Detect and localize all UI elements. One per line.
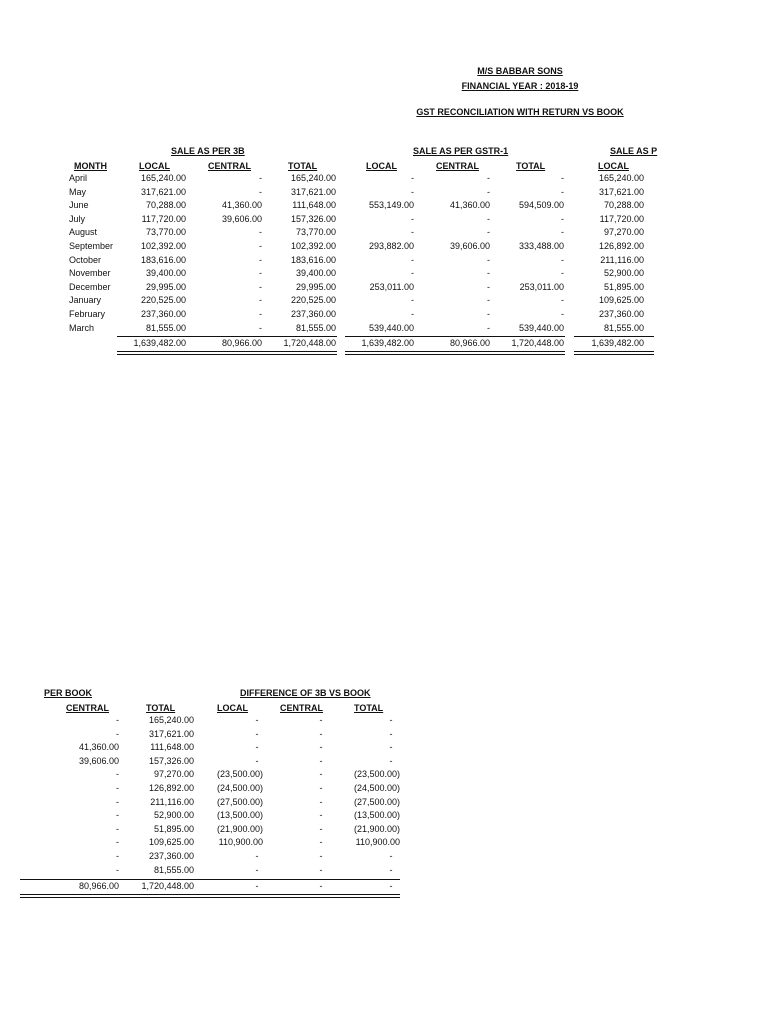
total-total-3b: 1,720,448.00 (283, 338, 336, 348)
total-3b-cell: 165,240.00 (290, 173, 336, 183)
table-body-lower (20, 714, 420, 877)
central-book-cell: 39,606.00 (78, 755, 119, 766)
table-row (0, 322, 648, 336)
total-3b-cell: 102,392.00 (290, 240, 336, 251)
central-book-cell: - (116, 715, 119, 725)
local-book-cell: 97,270.00 (603, 227, 644, 238)
month-cell: June (69, 200, 89, 211)
central-gstr1-cell: - (487, 173, 490, 183)
total-book-cell: 126,892.00 (148, 782, 194, 793)
table-row (0, 267, 648, 281)
local-3b-cell: 165,240.00 (140, 173, 186, 183)
central-diff-cell: - (319, 823, 323, 834)
total-diff-cell: (13,500.00) (353, 810, 400, 821)
total-gstr1-cell: - (561, 227, 564, 238)
local-diff-cell: 110,900.00 (218, 837, 263, 848)
col-header-central-3b: CENTRAL (208, 161, 251, 171)
local-3b-cell: 39,400.00 (145, 268, 186, 279)
total-diff-cell: 110,900.00 (355, 837, 400, 848)
central-diff-cell: - (319, 782, 323, 793)
col-header-central-book: CENTRAL (66, 703, 109, 713)
total-diff-cell: (21,900.00) (353, 823, 400, 834)
local-diff-cell: (21,900.00) (216, 823, 263, 834)
total-book-cell: 51,895.00 (153, 823, 194, 834)
col-header-local-gstr1: LOCAL (366, 161, 397, 171)
local-book-cell: 52,900.00 (603, 268, 644, 279)
report-title: GST RECONCILIATION WITH RETURN VS BOOK (416, 107, 624, 117)
table-body-upper (0, 172, 648, 335)
local-gstr1-cell: 539,440.00 (368, 322, 414, 333)
total-total-gstr1: 1,720,448.00 (511, 338, 564, 348)
col-header-total-3b: TOTAL (288, 161, 318, 171)
reconciliation-table-upper (0, 0, 658, 360)
total-diff-cell: - (389, 864, 393, 875)
local-diff-cell: (24,500.00) (216, 782, 263, 793)
local-book-cell: 51,895.00 (603, 281, 644, 292)
month-cell: November (69, 268, 111, 279)
central-3b-cell: - (259, 254, 262, 265)
total-diff-cell: - (389, 742, 393, 753)
local-book-cell: 165,240.00 (598, 173, 644, 183)
local-gstr1-cell: - (411, 295, 414, 306)
total-3b-cell: 29,995.00 (295, 281, 336, 292)
local-3b-cell: 29,995.00 (145, 281, 186, 292)
group-header-3b: SALE AS PER 3B (171, 146, 245, 156)
group-header-gstr1: SALE AS PER GSTR-1 (413, 146, 509, 156)
central-3b-cell: - (259, 268, 262, 279)
total-local-diff: - (255, 881, 259, 891)
total-local-3b: 1,639,482.00 (133, 338, 186, 348)
total-gstr1-cell: 333,488.00 (518, 240, 564, 251)
central-gstr1-cell: - (487, 295, 490, 306)
table-row (0, 308, 648, 322)
total-3b-cell: 39,400.00 (295, 268, 336, 279)
table-row (20, 796, 420, 810)
month-cell: July (69, 213, 86, 224)
col-header-total-book: TOTAL (146, 703, 176, 713)
table-row (0, 172, 648, 186)
central-gstr1-cell: - (487, 254, 490, 265)
month-cell: February (69, 308, 106, 319)
local-gstr1-cell: - (411, 213, 414, 224)
col-header-local-diff: LOCAL (217, 703, 248, 713)
total-3b-cell: 73,770.00 (295, 227, 336, 238)
month-cell: January (69, 295, 102, 306)
central-3b-cell: 39,606.00 (221, 213, 262, 224)
local-diff-cell: - (255, 742, 259, 753)
central-book-cell: - (116, 864, 119, 875)
col-header-total-gstr1: TOTAL (516, 161, 546, 171)
totals-row-upper (0, 337, 648, 351)
central-book-cell: - (116, 769, 119, 780)
central-3b-cell: - (259, 227, 262, 238)
local-3b-cell: 317,621.00 (140, 186, 186, 197)
local-diff-cell: (13,500.00) (216, 810, 263, 821)
table-row (20, 836, 420, 850)
central-gstr1-cell: - (487, 308, 490, 319)
total-gstr1-cell: - (561, 254, 564, 265)
total-book-cell: 111,648.00 (150, 742, 194, 753)
local-diff-cell: - (255, 864, 259, 875)
total-book-cell: 109,625.00 (148, 837, 194, 848)
central-book-cell: - (116, 823, 119, 834)
local-gstr1-cell: 553,149.00 (368, 200, 414, 211)
table-row (0, 281, 648, 295)
total-gstr1-cell: - (561, 186, 564, 197)
local-book-cell: 211,116.00 (600, 254, 644, 265)
total-gstr1-cell: - (561, 173, 564, 183)
central-3b-cell: 41,360.00 (221, 200, 262, 211)
local-diff-cell: - (255, 755, 259, 766)
total-central-diff: - (319, 881, 323, 891)
total-diff-cell: (23,500.00) (353, 769, 400, 780)
total-diff-cell: - (389, 715, 393, 725)
total-local-gstr1: 1,639,482.00 (361, 338, 414, 348)
central-3b-cell: - (259, 186, 262, 197)
central-diff-cell: - (319, 837, 323, 848)
central-3b-cell: - (259, 308, 262, 319)
total-diff-cell: - (389, 728, 393, 739)
local-book-cell: 126,892.00 (598, 240, 644, 251)
local-diff-cell: - (255, 850, 259, 861)
local-gstr1-cell: - (411, 186, 414, 197)
table-row (20, 741, 420, 755)
local-book-cell: 317,621.00 (598, 186, 644, 197)
col-header-month: MONTH (74, 161, 107, 171)
col-header-local-book: LOCAL (598, 161, 629, 171)
total-gstr1-cell: 539,440.00 (518, 322, 564, 333)
central-gstr1-cell: - (487, 227, 490, 238)
table-row (0, 254, 648, 268)
local-3b-cell: 102,392.00 (140, 240, 186, 251)
central-gstr1-cell: - (487, 268, 490, 279)
group-header-per-book: PER BOOK (44, 688, 93, 698)
total-3b-cell: 81,555.00 (295, 322, 336, 333)
total-diff-cell: - (389, 850, 393, 861)
central-book-cell: - (116, 782, 119, 793)
total-central-gstr1: 80,966.00 (449, 338, 490, 348)
local-3b-cell: 70,288.00 (145, 200, 186, 211)
total-3b-cell: 237,360.00 (290, 308, 336, 319)
local-gstr1-cell: 253,011.00 (369, 281, 414, 292)
central-diff-cell: - (319, 850, 323, 861)
local-diff-cell: (27,500.00) (216, 796, 263, 807)
double-rule-gstr1 (345, 351, 565, 355)
local-diff-cell: - (255, 715, 259, 725)
central-gstr1-cell: 41,360.00 (449, 200, 490, 211)
total-3b-cell: 183,616.00 (290, 254, 336, 265)
double-rule-lower (20, 894, 400, 898)
central-book-cell: - (116, 850, 119, 861)
total-book-cell: 81,555.00 (153, 864, 194, 875)
total-3b-cell: 220,525.00 (290, 295, 336, 306)
local-3b-cell: 237,360.00 (140, 308, 186, 319)
total-gstr1-cell: - (561, 213, 564, 224)
total-total-book: 1,720,448.00 (141, 881, 194, 891)
local-3b-cell: 220,525.00 (140, 295, 186, 306)
central-book-cell: - (116, 837, 119, 848)
total-gstr1-cell: 594,509.00 (518, 200, 564, 211)
double-rule-book (574, 351, 654, 355)
table-row (20, 755, 420, 769)
central-3b-cell: - (259, 281, 262, 292)
month-cell: April (69, 173, 88, 183)
central-book-cell: 41,360.00 (78, 742, 119, 753)
central-book-cell: - (116, 810, 119, 821)
table-row (20, 768, 420, 782)
total-3b-cell: 317,621.00 (290, 186, 336, 197)
central-book-cell: - (116, 728, 119, 739)
local-diff-cell: (23,500.00) (216, 769, 263, 780)
central-diff-cell: - (319, 864, 323, 875)
local-3b-cell: 81,555.00 (145, 322, 186, 333)
table-row (20, 728, 420, 742)
table-row (20, 823, 420, 837)
central-diff-cell: - (319, 715, 323, 725)
total-book-cell: 211,116.00 (150, 796, 194, 807)
table-row (20, 782, 420, 796)
month-cell: August (69, 227, 98, 238)
central-diff-cell: - (319, 755, 323, 766)
central-3b-cell: - (259, 322, 262, 333)
central-diff-cell: - (319, 810, 323, 821)
total-3b-cell: 111,648.00 (292, 200, 336, 211)
total-gstr1-cell: - (561, 295, 564, 306)
local-gstr1-cell: 293,882.00 (368, 240, 414, 251)
local-book-cell: 109,625.00 (598, 295, 644, 306)
double-rule-3b (117, 351, 337, 355)
total-book-cell: 165,240.00 (148, 715, 194, 725)
central-diff-cell: - (319, 796, 323, 807)
table-row (20, 809, 420, 823)
total-3b-cell: 157,326.00 (290, 213, 336, 224)
total-book-cell: 317,621.00 (148, 728, 194, 739)
financial-year: FINANCIAL YEAR : 2018-19 (461, 81, 579, 91)
total-local-book: 1,639,482.00 (591, 338, 644, 348)
total-central-book: 80,966.00 (78, 881, 119, 891)
table-row (0, 213, 648, 227)
group-header-book: SALE AS P (610, 146, 658, 156)
local-gstr1-cell: - (411, 227, 414, 238)
table-row (0, 186, 648, 200)
total-gstr1-cell: 253,011.00 (519, 281, 564, 292)
group-header-difference: DIFFERENCE OF 3B VS BOOK (240, 688, 371, 698)
central-gstr1-cell: 39,606.00 (449, 240, 490, 251)
central-diff-cell: - (319, 769, 323, 780)
total-gstr1-cell: - (561, 268, 564, 279)
central-3b-cell: - (259, 295, 262, 306)
central-3b-cell: - (259, 240, 262, 251)
local-book-cell: 117,720.00 (599, 213, 644, 224)
month-cell: September (69, 240, 114, 251)
table-row (20, 714, 420, 728)
central-gstr1-cell: - (487, 186, 490, 197)
local-3b-cell: 117,720.00 (141, 213, 186, 224)
col-header-central-diff: CENTRAL (280, 703, 323, 713)
col-header-central-gstr1: CENTRAL (436, 161, 479, 171)
local-book-cell: 70,288.00 (603, 200, 644, 211)
table-row (20, 864, 420, 878)
month-cell: October (69, 254, 102, 265)
local-gstr1-cell: - (411, 308, 414, 319)
central-diff-cell: - (319, 728, 323, 739)
central-book-cell: - (116, 796, 119, 807)
totals-row-lower (20, 880, 420, 894)
total-diff-cell: - (389, 755, 393, 766)
local-gstr1-cell: - (411, 254, 414, 265)
total-book-cell: 52,900.00 (153, 810, 194, 821)
local-3b-cell: 73,770.00 (145, 227, 186, 238)
reconciliation-table-lower (20, 682, 420, 902)
central-gstr1-cell: - (487, 213, 490, 224)
month-cell: December (69, 281, 111, 292)
central-gstr1-cell: - (487, 322, 490, 333)
total-diff-cell: (24,500.00) (353, 782, 400, 793)
total-central-3b: 80,966.00 (221, 338, 262, 348)
local-gstr1-cell: - (411, 268, 414, 279)
col-header-total-diff: TOTAL (354, 703, 384, 713)
company-name: M/S BABBAR SONS (477, 66, 563, 76)
table-row (0, 226, 648, 240)
total-book-cell: 237,360.00 (148, 850, 194, 861)
col-header-local-3b: LOCAL (139, 161, 170, 171)
table-row (0, 294, 648, 308)
total-book-cell: 97,270.00 (153, 769, 194, 780)
table-row (0, 199, 648, 213)
local-3b-cell: 183,616.00 (140, 254, 186, 265)
local-gstr1-cell: - (411, 173, 414, 183)
central-3b-cell: - (259, 173, 262, 183)
month-cell: May (69, 186, 87, 197)
local-diff-cell: - (255, 728, 259, 739)
total-diff-cell: (27,500.00) (353, 796, 400, 807)
local-book-cell: 237,360.00 (598, 308, 644, 319)
local-book-cell: 81,555.00 (603, 322, 644, 333)
table-row (0, 240, 648, 254)
total-book-cell: 157,326.00 (148, 755, 194, 766)
central-diff-cell: - (319, 742, 323, 753)
central-gstr1-cell: - (487, 281, 490, 292)
total-total-diff: - (389, 881, 393, 891)
total-gstr1-cell: - (561, 308, 564, 319)
month-cell: March (69, 322, 95, 333)
table-row (20, 850, 420, 864)
